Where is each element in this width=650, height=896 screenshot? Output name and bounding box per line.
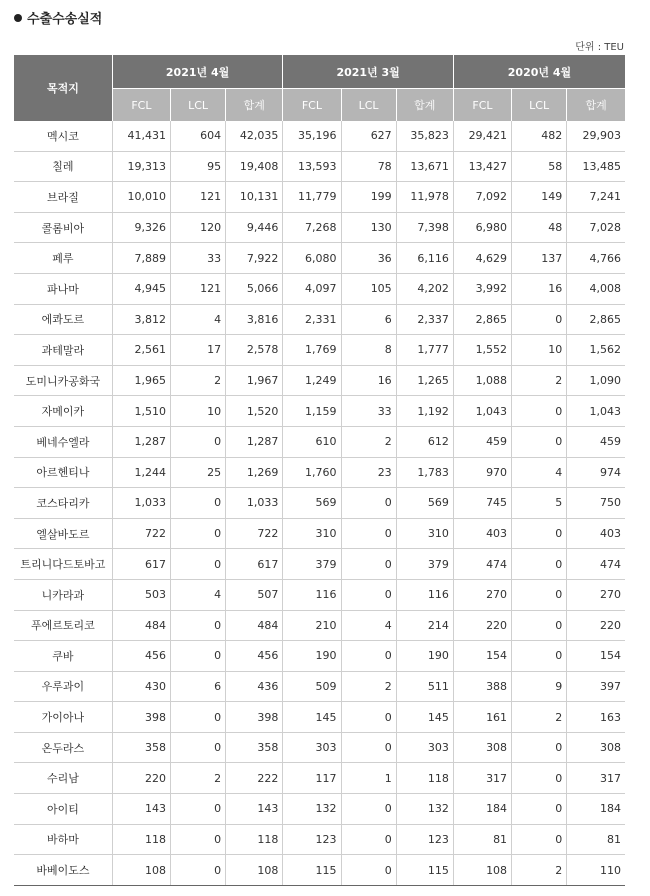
lcl-cell: 130 [341, 212, 396, 243]
fcl-cell: 6,080 [283, 243, 341, 274]
header-lcl: LCL [341, 89, 396, 122]
total-cell: 507 [226, 579, 283, 610]
lcl-cell: 36 [341, 243, 396, 274]
destination-cell: 트리니다드토바고 [14, 549, 112, 580]
fcl-cell: 108 [453, 855, 511, 886]
lcl-cell: 0 [170, 732, 225, 763]
fcl-cell: 35,196 [283, 121, 341, 151]
lcl-cell: 10 [512, 335, 567, 366]
fcl-cell: 1,033 [112, 488, 170, 519]
lcl-cell: 8 [341, 335, 396, 366]
lcl-cell: 0 [170, 794, 225, 825]
header-period: 2021년 3월 [283, 55, 454, 89]
destination-cell: 엘살바도르 [14, 518, 112, 549]
total-cell: 750 [567, 488, 625, 519]
destination-cell: 칠레 [14, 151, 112, 182]
lcl-cell: 627 [341, 121, 396, 151]
lcl-cell: 604 [170, 121, 225, 151]
table-row [14, 304, 625, 335]
lcl-cell: 5 [512, 488, 567, 519]
total-cell: 7,398 [396, 212, 453, 243]
fcl-cell: 1,965 [112, 365, 170, 396]
destination-cell: 쿠바 [14, 641, 112, 672]
lcl-cell: 0 [512, 518, 567, 549]
lcl-cell: 0 [341, 518, 396, 549]
lcl-cell: 0 [512, 641, 567, 672]
destination-cell: 페루 [14, 243, 112, 274]
table-row [14, 335, 625, 366]
destination-cell: 우루과이 [14, 671, 112, 702]
fcl-cell: 388 [453, 671, 511, 702]
lcl-cell: 0 [341, 702, 396, 733]
fcl-cell: 132 [283, 794, 341, 825]
lcl-cell: 0 [170, 702, 225, 733]
fcl-cell: 303 [283, 732, 341, 763]
table-row [14, 243, 625, 274]
lcl-cell: 0 [170, 824, 225, 855]
fcl-cell: 745 [453, 488, 511, 519]
fcl-cell: 722 [112, 518, 170, 549]
destination-cell: 도미니카공화국 [14, 365, 112, 396]
total-cell: 310 [396, 518, 453, 549]
total-cell: 456 [226, 641, 283, 672]
destination-cell: 파나마 [14, 273, 112, 304]
lcl-cell: 0 [341, 579, 396, 610]
destination-cell: 과테말라 [14, 335, 112, 366]
total-cell: 270 [567, 579, 625, 610]
lcl-cell: 25 [170, 457, 225, 488]
header-lcl: LCL [170, 89, 225, 122]
fcl-cell: 1,760 [283, 457, 341, 488]
fcl-cell: 161 [453, 702, 511, 733]
header-period: 2021년 4월 [112, 55, 283, 89]
lcl-cell: 33 [170, 243, 225, 274]
destination-cell: 베네수엘라 [14, 426, 112, 457]
lcl-cell: 120 [170, 212, 225, 243]
table-row [14, 671, 625, 702]
lcl-cell: 0 [170, 610, 225, 641]
fcl-cell: 509 [283, 671, 341, 702]
fcl-cell: 1,510 [112, 396, 170, 427]
table-row [14, 579, 625, 610]
fcl-cell: 456 [112, 641, 170, 672]
lcl-cell: 9 [512, 671, 567, 702]
total-cell: 19,408 [226, 151, 283, 182]
header-fcl: FCL [112, 89, 170, 122]
destination-cell: 온두라스 [14, 732, 112, 763]
total-cell: 1,043 [567, 396, 625, 427]
table-row [14, 641, 625, 672]
lcl-cell: 16 [341, 365, 396, 396]
fcl-cell: 6,980 [453, 212, 511, 243]
header-total: 합계 [396, 89, 453, 122]
lcl-cell: 2 [512, 855, 567, 886]
fcl-cell: 1,043 [453, 396, 511, 427]
total-cell: 569 [396, 488, 453, 519]
lcl-cell: 58 [512, 151, 567, 182]
lcl-cell: 2 [341, 426, 396, 457]
fcl-cell: 1,287 [112, 426, 170, 457]
total-cell: 7,241 [567, 182, 625, 213]
lcl-cell: 1 [341, 763, 396, 794]
total-cell: 108 [226, 855, 283, 886]
fcl-cell: 1,088 [453, 365, 511, 396]
lcl-cell: 0 [170, 641, 225, 672]
fcl-cell: 308 [453, 732, 511, 763]
lcl-cell: 137 [512, 243, 567, 274]
lcl-cell: 0 [512, 304, 567, 335]
lcl-cell: 4 [170, 579, 225, 610]
destination-cell: 니카라과 [14, 579, 112, 610]
total-cell: 459 [567, 426, 625, 457]
lcl-cell: 0 [512, 396, 567, 427]
lcl-cell: 95 [170, 151, 225, 182]
table-row [14, 732, 625, 763]
fcl-cell: 118 [112, 824, 170, 855]
lcl-cell: 0 [341, 794, 396, 825]
destination-cell: 수리남 [14, 763, 112, 794]
total-cell: 123 [396, 824, 453, 855]
fcl-cell: 1,552 [453, 335, 511, 366]
fcl-cell: 7,889 [112, 243, 170, 274]
total-cell: 4,202 [396, 273, 453, 304]
lcl-cell: 2 [170, 763, 225, 794]
destination-cell: 바베이도스 [14, 855, 112, 886]
fcl-cell: 220 [112, 763, 170, 794]
total-cell: 7,922 [226, 243, 283, 274]
fcl-cell: 115 [283, 855, 341, 886]
lcl-cell: 199 [341, 182, 396, 213]
fcl-cell: 220 [453, 610, 511, 641]
total-cell: 1,192 [396, 396, 453, 427]
fcl-cell: 81 [453, 824, 511, 855]
fcl-cell: 1,159 [283, 396, 341, 427]
export-shipment-table [14, 55, 625, 886]
total-cell: 110 [567, 855, 625, 886]
fcl-cell: 116 [283, 579, 341, 610]
fcl-cell: 617 [112, 549, 170, 580]
total-cell: 184 [567, 794, 625, 825]
lcl-cell: 0 [512, 794, 567, 825]
lcl-cell: 149 [512, 182, 567, 213]
fcl-cell: 1,244 [112, 457, 170, 488]
table-row [14, 151, 625, 182]
total-cell: 1,090 [567, 365, 625, 396]
destination-cell: 바하마 [14, 824, 112, 855]
total-cell: 7,028 [567, 212, 625, 243]
total-cell: 1,783 [396, 457, 453, 488]
total-cell: 1,777 [396, 335, 453, 366]
total-cell: 974 [567, 457, 625, 488]
total-cell: 303 [396, 732, 453, 763]
destination-cell: 자메이카 [14, 396, 112, 427]
total-cell: 308 [567, 732, 625, 763]
lcl-cell: 121 [170, 182, 225, 213]
total-cell: 220 [567, 610, 625, 641]
lcl-cell: 6 [170, 671, 225, 702]
fcl-cell: 403 [453, 518, 511, 549]
fcl-cell: 7,268 [283, 212, 341, 243]
total-cell: 145 [396, 702, 453, 733]
destination-cell: 가이아나 [14, 702, 112, 733]
fcl-cell: 610 [283, 426, 341, 457]
total-cell: 13,485 [567, 151, 625, 182]
fcl-cell: 108 [112, 855, 170, 886]
lcl-cell: 0 [170, 518, 225, 549]
destination-cell: 푸에르토리코 [14, 610, 112, 641]
total-cell: 132 [396, 794, 453, 825]
fcl-cell: 13,593 [283, 151, 341, 182]
fcl-cell: 7,092 [453, 182, 511, 213]
bullet-icon [14, 14, 22, 22]
fcl-cell: 1,769 [283, 335, 341, 366]
total-cell: 1,562 [567, 335, 625, 366]
destination-cell: 콜롬비아 [14, 212, 112, 243]
fcl-cell: 270 [453, 579, 511, 610]
header-period: 2020년 4월 [453, 55, 625, 89]
total-cell: 118 [226, 824, 283, 855]
lcl-cell: 121 [170, 273, 225, 304]
total-cell: 1,269 [226, 457, 283, 488]
total-cell: 1,520 [226, 396, 283, 427]
fcl-cell: 9,326 [112, 212, 170, 243]
total-cell: 154 [567, 641, 625, 672]
lcl-cell: 16 [512, 273, 567, 304]
table-row [14, 182, 625, 213]
fcl-cell: 29,421 [453, 121, 511, 151]
fcl-cell: 143 [112, 794, 170, 825]
lcl-cell: 2 [170, 365, 225, 396]
fcl-cell: 569 [283, 488, 341, 519]
total-cell: 1,287 [226, 426, 283, 457]
fcl-cell: 379 [283, 549, 341, 580]
total-cell: 222 [226, 763, 283, 794]
lcl-cell: 0 [341, 641, 396, 672]
lcl-cell: 0 [170, 549, 225, 580]
fcl-cell: 2,331 [283, 304, 341, 335]
unit-label: 단위 : TEU [575, 42, 624, 53]
table-row [14, 488, 625, 519]
total-cell: 722 [226, 518, 283, 549]
total-cell: 2,578 [226, 335, 283, 366]
total-cell: 617 [226, 549, 283, 580]
table-row [14, 855, 625, 886]
fcl-cell: 358 [112, 732, 170, 763]
fcl-cell: 970 [453, 457, 511, 488]
lcl-cell: 2 [341, 671, 396, 702]
fcl-cell: 4,945 [112, 273, 170, 304]
total-cell: 4,766 [567, 243, 625, 274]
fcl-cell: 4,629 [453, 243, 511, 274]
lcl-cell: 0 [341, 824, 396, 855]
total-cell: 81 [567, 824, 625, 855]
lcl-cell: 48 [512, 212, 567, 243]
total-cell: 403 [567, 518, 625, 549]
destination-cell: 브라질 [14, 182, 112, 213]
table-row [14, 212, 625, 243]
lcl-cell: 0 [512, 579, 567, 610]
fcl-cell: 430 [112, 671, 170, 702]
lcl-cell: 0 [170, 855, 225, 886]
total-cell: 358 [226, 732, 283, 763]
total-cell: 5,066 [226, 273, 283, 304]
total-cell: 42,035 [226, 121, 283, 151]
fcl-cell: 13,427 [453, 151, 511, 182]
destination-cell: 코스타리카 [14, 488, 112, 519]
table-row [14, 396, 625, 427]
lcl-cell: 0 [512, 732, 567, 763]
total-cell: 317 [567, 763, 625, 794]
fcl-cell: 484 [112, 610, 170, 641]
total-cell: 511 [396, 671, 453, 702]
fcl-cell: 10,010 [112, 182, 170, 213]
table-row [14, 273, 625, 304]
table-row [14, 365, 625, 396]
lcl-cell: 0 [512, 763, 567, 794]
lcl-cell: 0 [341, 732, 396, 763]
total-cell: 214 [396, 610, 453, 641]
destination-cell: 멕시코 [14, 121, 112, 151]
fcl-cell: 2,561 [112, 335, 170, 366]
total-cell: 1,265 [396, 365, 453, 396]
fcl-cell: 190 [283, 641, 341, 672]
fcl-cell: 41,431 [112, 121, 170, 151]
fcl-cell: 474 [453, 549, 511, 580]
total-cell: 116 [396, 579, 453, 610]
lcl-cell: 0 [512, 610, 567, 641]
fcl-cell: 154 [453, 641, 511, 672]
header-total: 합계 [226, 89, 283, 122]
fcl-cell: 398 [112, 702, 170, 733]
total-cell: 143 [226, 794, 283, 825]
table-row [14, 763, 625, 794]
total-cell: 4,008 [567, 273, 625, 304]
total-cell: 115 [396, 855, 453, 886]
table-row [14, 824, 625, 855]
fcl-cell: 11,779 [283, 182, 341, 213]
fcl-cell: 123 [283, 824, 341, 855]
total-cell: 118 [396, 763, 453, 794]
total-cell: 612 [396, 426, 453, 457]
lcl-cell: 4 [170, 304, 225, 335]
fcl-cell: 19,313 [112, 151, 170, 182]
total-cell: 3,816 [226, 304, 283, 335]
lcl-cell: 17 [170, 335, 225, 366]
fcl-cell: 3,992 [453, 273, 511, 304]
table-row [14, 610, 625, 641]
lcl-cell: 482 [512, 121, 567, 151]
lcl-cell: 4 [341, 610, 396, 641]
fcl-cell: 184 [453, 794, 511, 825]
fcl-cell: 1,249 [283, 365, 341, 396]
table-row [14, 121, 625, 151]
total-cell: 6,116 [396, 243, 453, 274]
lcl-cell: 0 [512, 824, 567, 855]
total-cell: 2,337 [396, 304, 453, 335]
header-lcl: LCL [512, 89, 567, 122]
lcl-cell: 6 [341, 304, 396, 335]
total-cell: 163 [567, 702, 625, 733]
total-cell: 29,903 [567, 121, 625, 151]
total-cell: 190 [396, 641, 453, 672]
lcl-cell: 10 [170, 396, 225, 427]
total-cell: 484 [226, 610, 283, 641]
total-cell: 13,671 [396, 151, 453, 182]
fcl-cell: 145 [283, 702, 341, 733]
fcl-cell: 317 [453, 763, 511, 794]
fcl-cell: 4,097 [283, 273, 341, 304]
lcl-cell: 33 [341, 396, 396, 427]
lcl-cell: 0 [341, 855, 396, 886]
lcl-cell: 0 [512, 549, 567, 580]
lcl-cell: 0 [170, 426, 225, 457]
lcl-cell: 2 [512, 365, 567, 396]
lcl-cell: 4 [512, 457, 567, 488]
lcl-cell: 0 [512, 426, 567, 457]
fcl-cell: 459 [453, 426, 511, 457]
lcl-cell: 78 [341, 151, 396, 182]
table-row [14, 702, 625, 733]
section-title [14, 8, 102, 27]
total-cell: 397 [567, 671, 625, 702]
total-cell: 1,033 [226, 488, 283, 519]
total-cell: 1,967 [226, 365, 283, 396]
total-cell: 11,978 [396, 182, 453, 213]
total-cell: 474 [567, 549, 625, 580]
table-body [14, 121, 625, 885]
table-row [14, 549, 625, 580]
total-cell: 10,131 [226, 182, 283, 213]
header-total: 합계 [567, 89, 625, 122]
fcl-cell: 2,865 [453, 304, 511, 335]
table-row [14, 794, 625, 825]
total-cell: 2,865 [567, 304, 625, 335]
fcl-cell: 117 [283, 763, 341, 794]
fcl-cell: 503 [112, 579, 170, 610]
lcl-cell: 0 [170, 488, 225, 519]
header-destination: 목적지 [14, 55, 112, 121]
total-cell: 436 [226, 671, 283, 702]
destination-cell: 아이티 [14, 794, 112, 825]
total-cell: 9,446 [226, 212, 283, 243]
total-cell: 35,823 [396, 121, 453, 151]
lcl-cell: 23 [341, 457, 396, 488]
table-row [14, 518, 625, 549]
fcl-cell: 3,812 [112, 304, 170, 335]
lcl-cell: 2 [512, 702, 567, 733]
lcl-cell: 0 [341, 549, 396, 580]
fcl-cell: 310 [283, 518, 341, 549]
table-header [14, 55, 625, 121]
fcl-cell: 210 [283, 610, 341, 641]
lcl-cell: 105 [341, 273, 396, 304]
destination-cell: 아르헨티나 [14, 457, 112, 488]
lcl-cell: 0 [341, 488, 396, 519]
table-row [14, 426, 625, 457]
header-fcl: FCL [283, 89, 341, 122]
total-cell: 398 [226, 702, 283, 733]
header-fcl: FCL [453, 89, 511, 122]
section-title-text: 수출수송실적 [27, 12, 103, 27]
total-cell: 379 [396, 549, 453, 580]
destination-cell: 에콰도르 [14, 304, 112, 335]
table-row [14, 457, 625, 488]
